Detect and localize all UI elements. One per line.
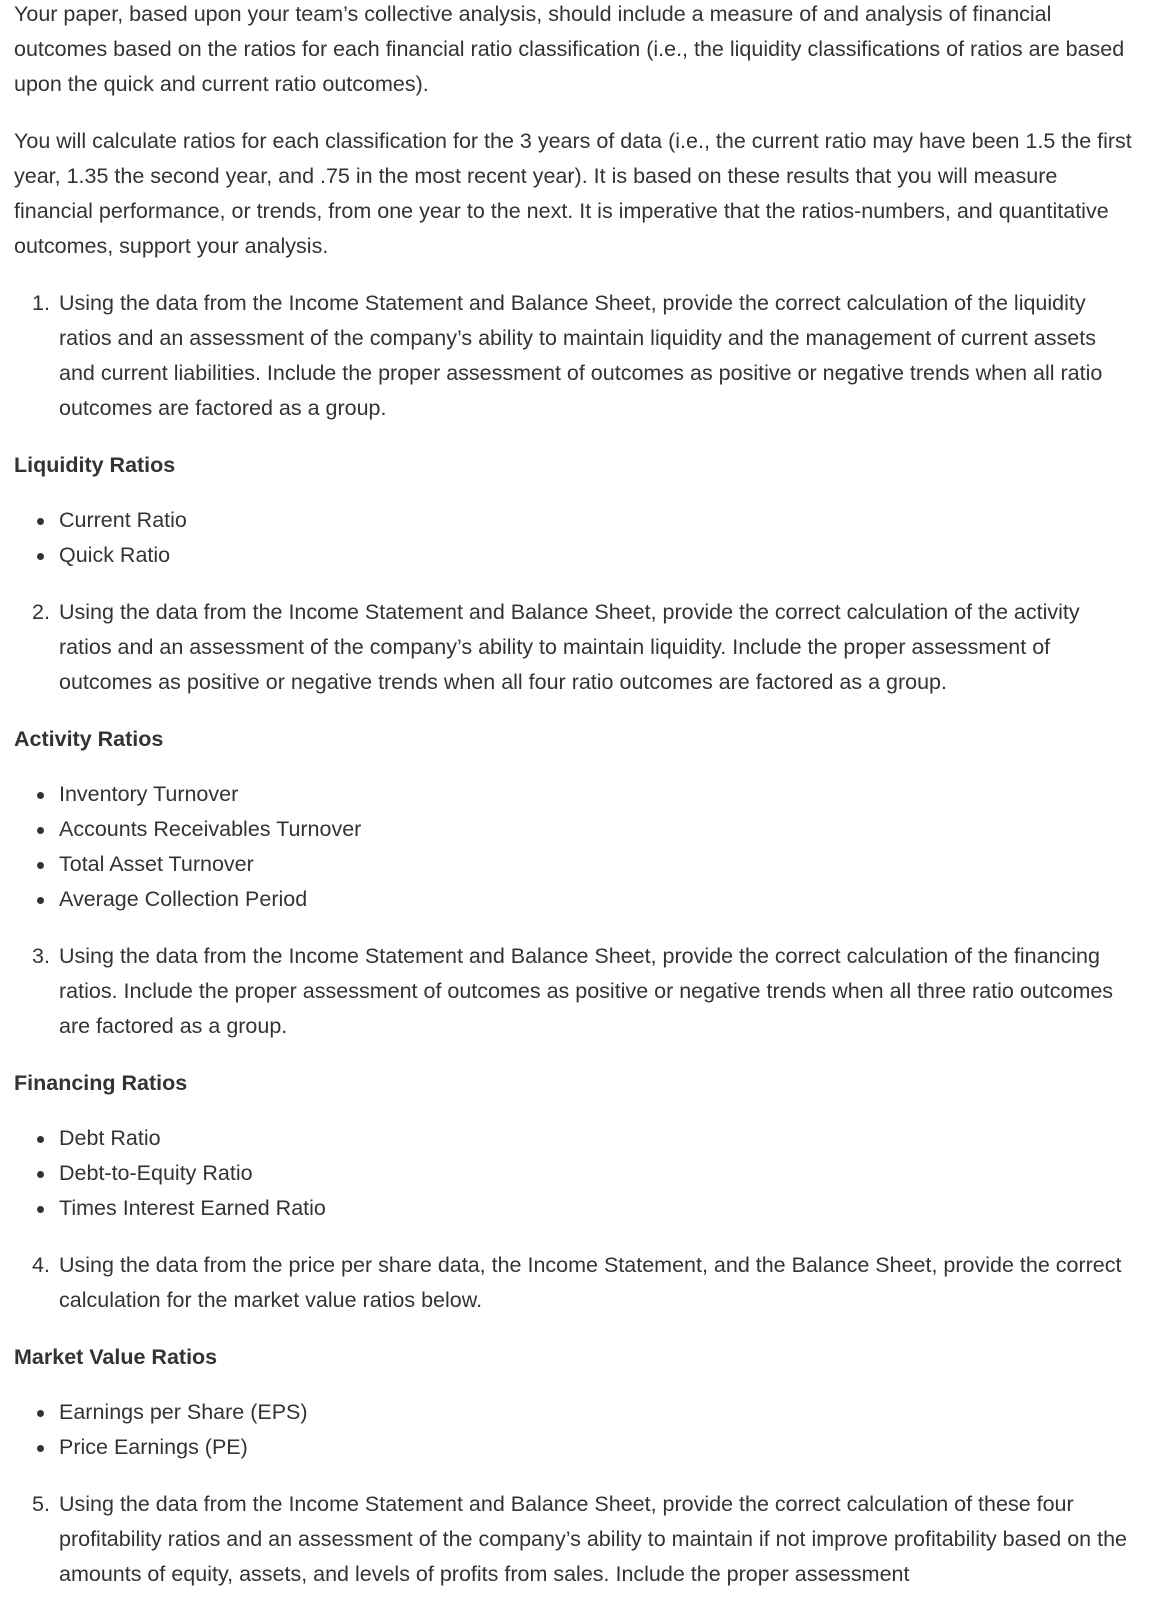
instruction-number: 1.	[32, 291, 50, 315]
list-item: Current Ratio	[14, 503, 1134, 538]
list-item: Accounts Receivables Turnover	[14, 812, 1134, 847]
instruction-item-4	[14, 1248, 1134, 1318]
liquidity-ratios-heading: Liquidity Ratios	[14, 453, 176, 477]
financing-ratios-heading: Financing Ratios	[14, 1071, 188, 1095]
list-item: Total Asset Turnover	[14, 847, 1134, 882]
instruction-text: Using the data from the Income Statement and Balance Sheet, provide the correct calculation of the liquidity ratios and an assessment of the company’s ability to maintain liquidity and the management of current assets and current liabilities. Include the proper assessment of outcomes as positive or negative trends when all ratio outcomes are factored as a group.	[59, 291, 1103, 420]
list-item: Earnings per Share (EPS)	[14, 1395, 1134, 1430]
list-item: Debt-to-Equity Ratio	[14, 1156, 1134, 1191]
list-item: Price Earnings (PE)	[14, 1430, 1134, 1465]
market-value-ratios-list	[14, 1395, 1134, 1465]
activity-ratios-list	[14, 777, 1134, 917]
list-item: Average Collection Period	[14, 882, 1134, 917]
activity-ratios-heading: Activity Ratios	[14, 727, 164, 751]
document-body	[14, 0, 1134, 1614]
instruction-item-3	[14, 939, 1134, 1044]
list-item: Times Interest Earned Ratio	[14, 1191, 1134, 1226]
list-item: Quick Ratio	[14, 538, 1134, 573]
list-item: Debt Ratio	[14, 1121, 1134, 1156]
instruction-number: 2.	[32, 600, 50, 624]
instruction-text: Using the data from the Income Statement and Balance Sheet, provide the correct calculation of the financing ratios. Include the proper assessment of outcomes as positive or negative trends when all three ratio outcomes are factored as a group.	[59, 944, 1114, 1038]
calculation-paragraph: You will calculate ratios for each classification for the 3 years of data (i.e., the current ratio may have been 1.5 the first year, 1.35 the second year, and .75 in the most recent year). It is based on these results that you will measure financial performance, or trends, from one year to the next. It is imperative that the ratios-numbers, and quantitative outcomes, support your analysis.	[14, 129, 1132, 258]
market-value-ratios-heading: Market Value Ratios	[14, 1345, 218, 1369]
liquidity-ratios-list	[14, 503, 1134, 573]
list-item: Inventory Turnover	[14, 777, 1134, 812]
financing-ratios-list	[14, 1121, 1134, 1226]
instruction-number: 3.	[32, 944, 50, 968]
instruction-text: Using the data from the Income Statement and Balance Sheet, provide the correct calculation of these four profitability ratios and an assessment of the company’s ability to maintain if not improve profitability based on the amounts of equity, assets, and levels of profits from sales. Include the proper assessment	[59, 1492, 1127, 1586]
intro-paragraph: Your paper, based upon your team’s collective analysis, should include a measure of and analysis of financial outcomes based on the ratios for each financial ratio classification (i.e., the liquidity classifications of ratios are based upon the quick and current ratio outcomes).	[14, 2, 1125, 96]
instruction-number: 4.	[32, 1253, 50, 1277]
instruction-text: Using the data from the price per share data, the Income Statement, and the Balance Sheet, provide the correct calculation for the market value ratios below.	[59, 1253, 1122, 1312]
instruction-item-2	[14, 595, 1134, 700]
instruction-item-1	[14, 286, 1134, 426]
instruction-number: 5.	[32, 1492, 50, 1516]
instruction-item-5	[14, 1487, 1134, 1592]
instruction-text: Using the data from the Income Statement and Balance Sheet, provide the correct calculation of the activity ratios and an assessment of the company’s ability to maintain liquidity. Include the proper assessment of outcomes as positive or negative trends when all four ratio outcomes are factored as a group.	[59, 600, 1080, 694]
